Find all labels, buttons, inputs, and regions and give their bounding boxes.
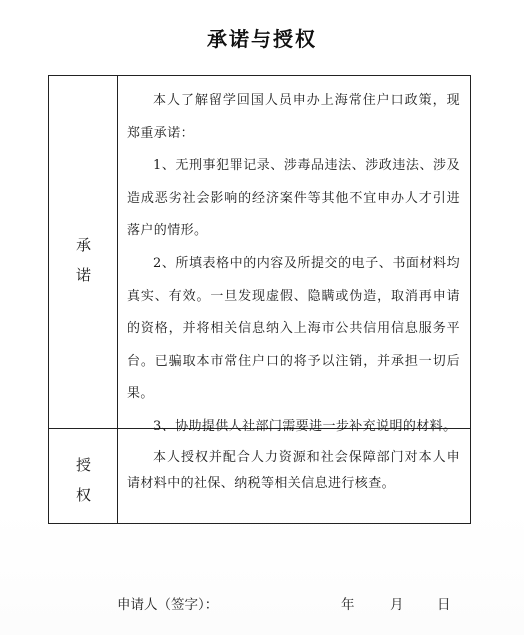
authorization-text: 本人授权并配合人力资源和社会保障部门对本人申请材料中的社保、纳税等相关信息进行核查。 [127,450,460,491]
signature-line [0,593,524,615]
signature-day-label: 日 [437,597,451,613]
authorization-row [49,428,470,523]
signature-month-label: 月 [390,597,404,613]
commitment-label-top: 承 [75,236,91,254]
commitment-label-bottom: 诺 [75,266,91,284]
commitment-label-cell [49,76,118,428]
commitment-row [49,76,470,434]
commitment-item-1: 1、无刑事犯罪记录、涉毒品违法、涉政违法、涉及造成恶劣社会影响的经济案件等其他不宜申办人才引进落户的情形。 [127,158,460,239]
signature-year-label: 年 [341,597,355,613]
document-title: 承诺与授权 [207,27,317,51]
commitment-item-3: 3、协助提供人社部门需要进一步补充说明的材料。 [153,418,457,434]
commitment-item-2: 2、所填表格中的内容及所提交的电子、书面材料均真实、有效。一旦发现虚假、隐瞒或伪造，取消再申请的资格，并将相关信息纳入上海市公共信用信息服务平台。已骗取本市常住户口的将予以注销，并承担一切后果。 [127,255,460,402]
authorization-content-cell [118,428,470,523]
authorization-label-bottom: 权 [75,486,91,504]
authorization-label-cell [49,428,118,523]
authorization-label-top: 授 [75,456,91,474]
applicant-signature-label: 申请人（签字）： [117,597,219,613]
commitment-content-cell [118,76,470,434]
commitment-authorization-table [48,75,471,524]
commitment-intro: 本人了解留学回国人员申办上海常住户口政策，现郑重承诺： [127,93,460,141]
